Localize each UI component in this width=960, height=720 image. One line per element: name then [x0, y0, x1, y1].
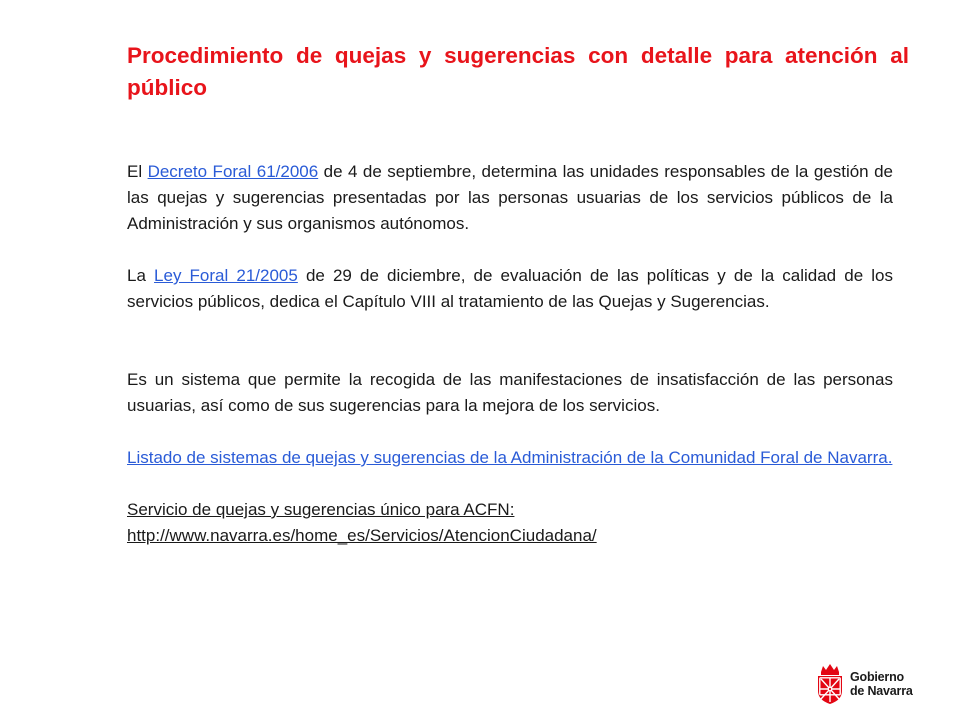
logo-line-2: de Navarra — [850, 684, 913, 698]
paragraph-ley — [127, 263, 893, 315]
navarra-coat-of-arms-icon — [815, 663, 845, 705]
paragraph-servicio — [127, 497, 893, 549]
paragraph-decreto-text: de 4 de septiembre, determina las unidades responsables de la gestión de las quejas y sugerencias presentadas por las personas usuarias de los servicios públicos de la Administración y sus organismos autónomos. — [127, 162, 894, 233]
listado-sistemas-link[interactable]: Listado de sistemas de quejas y sugerencias de la Administración de la Comunidad Foral de Navarra. — [127, 448, 893, 467]
paragraph-ley-text: de 29 de diciembre, de evaluación de las políticas y de la calidad de los servicios públicos, dedica el Capítulo VIII al tratamiento de las Quejas y Sugerencias. — [127, 266, 893, 311]
paragraph-decreto — [127, 159, 893, 237]
paragraph-decreto-prefix: El — [127, 162, 148, 181]
decreto-foral-link[interactable]: Decreto Foral 61/2006 — [147, 162, 319, 181]
atencion-ciudadana-link[interactable]: http://www.navarra.es/home_es/Servicios/AtencionCiudadana/ — [127, 526, 597, 545]
paragraph-sistema: Es un sistema que permite la recogida de las manifestaciones de insatisfacción de las personas usuarias, así como de sus sugerencias para la mejora de los servicios. — [127, 370, 893, 415]
logo-text — [850, 670, 913, 698]
paragraph-listado — [127, 445, 893, 471]
page-title: Procedimiento de quejas y sugerencias con detalle para atención al público — [127, 43, 909, 100]
gobierno-navarra-logo — [815, 662, 935, 706]
main-content — [127, 159, 893, 549]
logo-line-1: Gobierno — [850, 670, 904, 684]
servicio-label: Servicio de quejas y sugerencias único para ACFN: — [127, 500, 515, 519]
paragraph-ley-prefix: La — [127, 266, 155, 285]
ley-foral-link[interactable]: Ley Foral 21/2005 — [154, 266, 298, 285]
